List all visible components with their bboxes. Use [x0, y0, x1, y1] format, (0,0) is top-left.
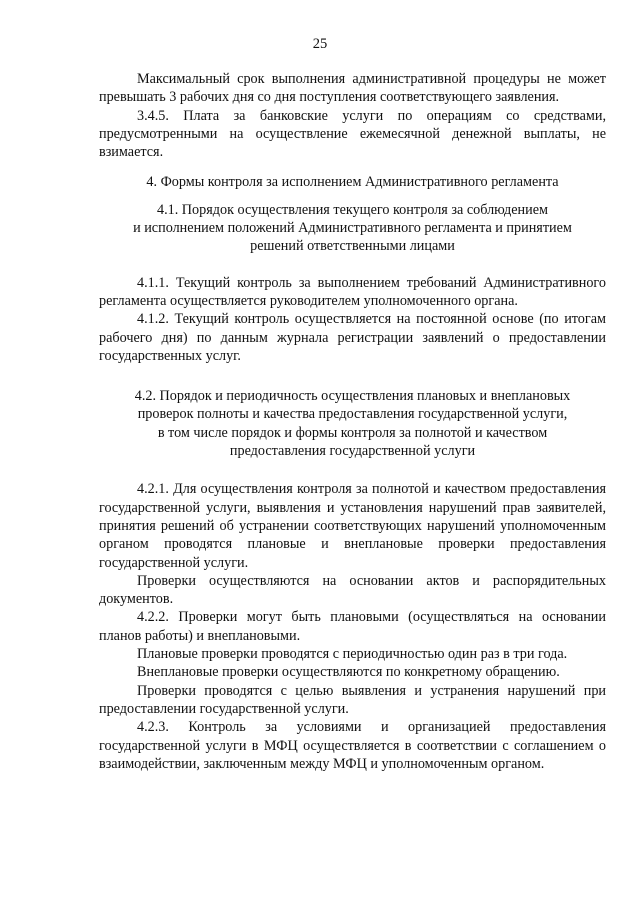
heading-line: предоставления государственной услуги [229, 443, 476, 460]
subsection-heading-4-2 [99, 387, 606, 460]
subsection-body-4-2 [99, 480, 606, 773]
section-heading-4: 4. Формы контроля за исполнением Административного регламента [146, 174, 559, 191]
heading-line: и исполнением положений Административного регламента и принятием [133, 220, 572, 237]
heading-line: 4.2. Порядок и периодичность осуществления плановых и внеплановых [134, 388, 571, 405]
subsection-heading-4-1 [99, 201, 606, 256]
paragraph-4-1-2: 4.1.2. Текущий контроль осуществляется на постоянной основе (по итогам рабочего дня) по данным журнала регистрации заявлений о предоставлении государственных услуг. [99, 311, 606, 364]
paragraph-planned-inspections: Плановые проверки проводятся с периодичностью один раз в три года. [137, 646, 568, 663]
paragraph-unplanned-inspections: Внеплановые проверки осуществляются по конкретному обращению. [137, 664, 560, 681]
heading-line: 4.1. Порядок осуществления текущего контроля за соблюдением [156, 201, 549, 218]
heading-line: в том числе порядок и формы контроля за полнотой и качеством [157, 424, 548, 441]
paragraph-4-2-2: 4.2.2. Проверки могут быть плановыми (осуществляться на основании планов работы) и внеплановыми. [99, 609, 606, 644]
paragraph-3-4-5: 3.4.5. Плата за банковские услуги по операциям со средствами, предусмотренными на осуществление ежемесячной денежной выплаты, не взимается. [99, 107, 606, 161]
paragraph-4-2-3: 4.2.3. Контроль за условиями и организацией предоставления государственной услуги в МФЦ осуществляется в соответствии с соглашением о взаимодействии, заключенным между МФЦ и уполномоченным органом. [99, 719, 606, 772]
page-content [99, 70, 606, 773]
heading-line: проверок полноты и качества предоставления государственной услуги, [137, 406, 568, 423]
page-number: 25 [312, 36, 328, 52]
paragraph-4-2-1: 4.2.1. Для осуществления контроля за полнотой и качеством предоставления государственной услуги, выявления и установления нарушений прав заявителей, принятия решений об устранении соответствующих нарушений уполномоченным органом проводятся плановые и внеплановые проверки предоставления государственной услуги. [99, 481, 606, 571]
paragraph-4-1-1: 4.1.1. Текущий контроль за выполнением требований Административного регламента осуществляется руководителем уполномоченного органа. [99, 274, 606, 309]
subsection-body-4-1 [99, 274, 606, 365]
paragraph-inspection-purpose: Проверки проводятся с целью выявления и устранения нарушений при предоставлении государственной услуги. [99, 682, 606, 717]
heading-line: решений ответственными лицами [250, 238, 455, 255]
paragraph-inspections-basis: Проверки осуществляются на основании актов и распорядительных документов. [99, 572, 606, 608]
paragraph-max-term: Максимальный срок выполнения административной процедуры не может превышать 3 рабочих дня со дня поступления соответствующего заявления. [99, 71, 606, 106]
